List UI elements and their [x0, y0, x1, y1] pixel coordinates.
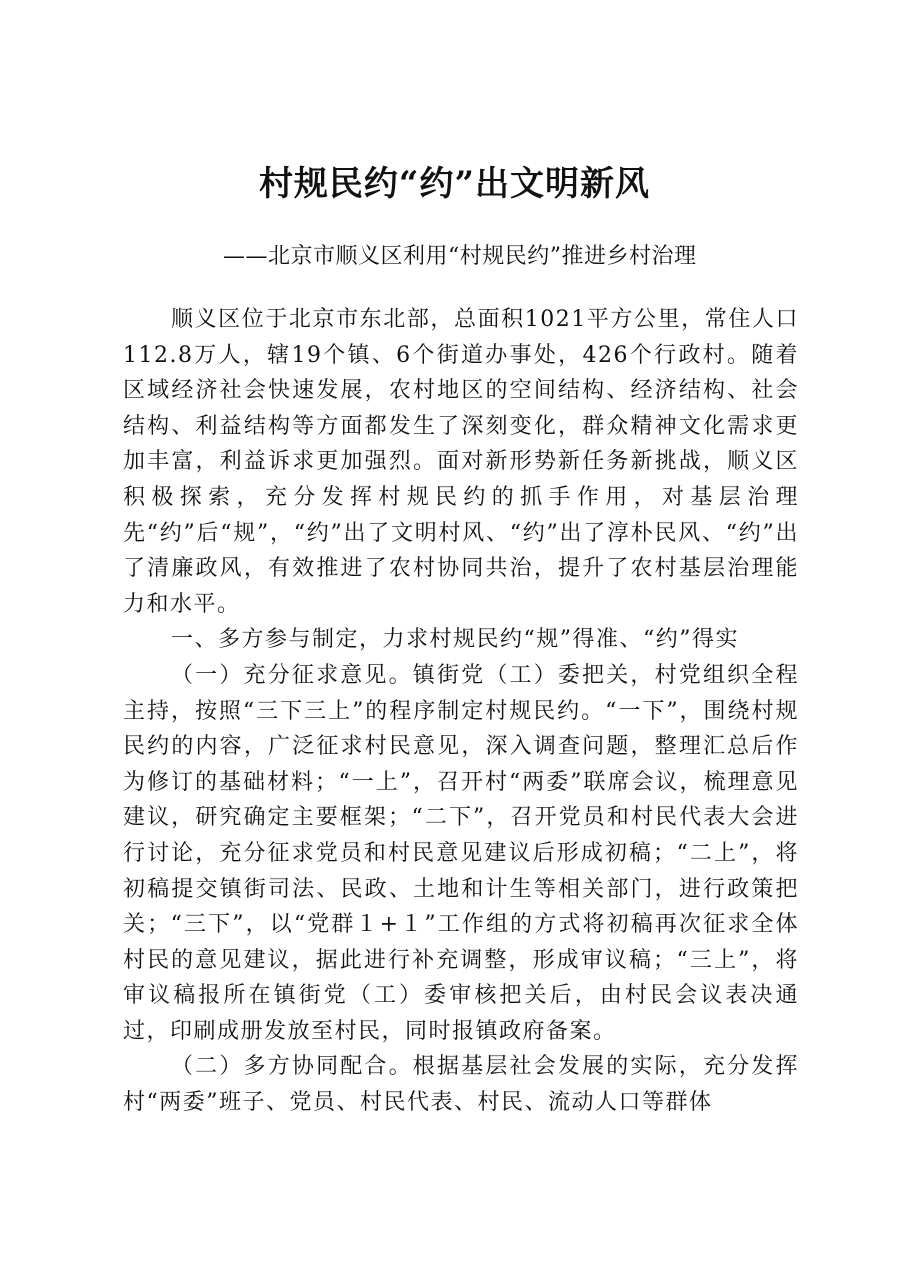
- section-heading: 一、多方参与制定，力求村规民约“规”得准、“约”得实: [171, 627, 739, 653]
- document-body: [123, 302, 799, 1121]
- body-paragraph: （一）充分征求意见。镇街党（工）委把关，村党组织全程主持，按照“三下三上”的程序制定村规民约。“一下”，围绕村规民约的内容，广泛征求村民意见，深入调查问题，整理汇总后作为修订的基础材料；“一上”，召开村“两委”联席会议，梳理意见建议，研究确定主要框架；“二下”，召开党员和村民代表大会进行讨论，充分征求党员和村民意见建议后形成初稿；“二上”，将初稿提交镇街司法、民政、土地和计生等相关部门，进行政策把关；“三下”，以“党群１+１”工作组的方式将初稿再次征求全体村民的意见建议，据此进行补充调整，形成审议稿；“三上”，将审议稿报所在镇街党（工）委审核把关后，由村民会议表决通过，印刷成册发放至村民，同时报镇政府备案。: [123, 662, 799, 1044]
- document-subtitle: ——北京市顺义区利用“村规民约”推进乡村治理: [223, 244, 697, 269]
- body-paragraph: 顺义区位于北京市东北部，总面积1021平方公里，常住人口112.8万人，辖19个镇、6个街道办事处，426个行政村。随着区域经济社会快速发展，农村地区的空间结构、经济结构、社会结构、利益结构等方面都发生了深刻变化，群众精神文化需求更加丰富，利益诉求更加强烈。面对新形势新任务新挑战，顺义区积极探索，充分发挥村规民约的抓手作用，对基层治理先“约”后“规”，“约”出了文明村风、“约”出了淳朴民风、“约”出了清廉政风，有效推进了农村协同共治，提升了农村基层治理能力和水平。: [123, 307, 799, 617]
- document-title: 村规民约“约”出文明新风: [258, 164, 651, 204]
- body-paragraph: （二）多方协同配合。根据基层社会发展的实际，充分发挥村“两委”班子、党员、村民代表、村民、流动人口等群体: [123, 1054, 799, 1116]
